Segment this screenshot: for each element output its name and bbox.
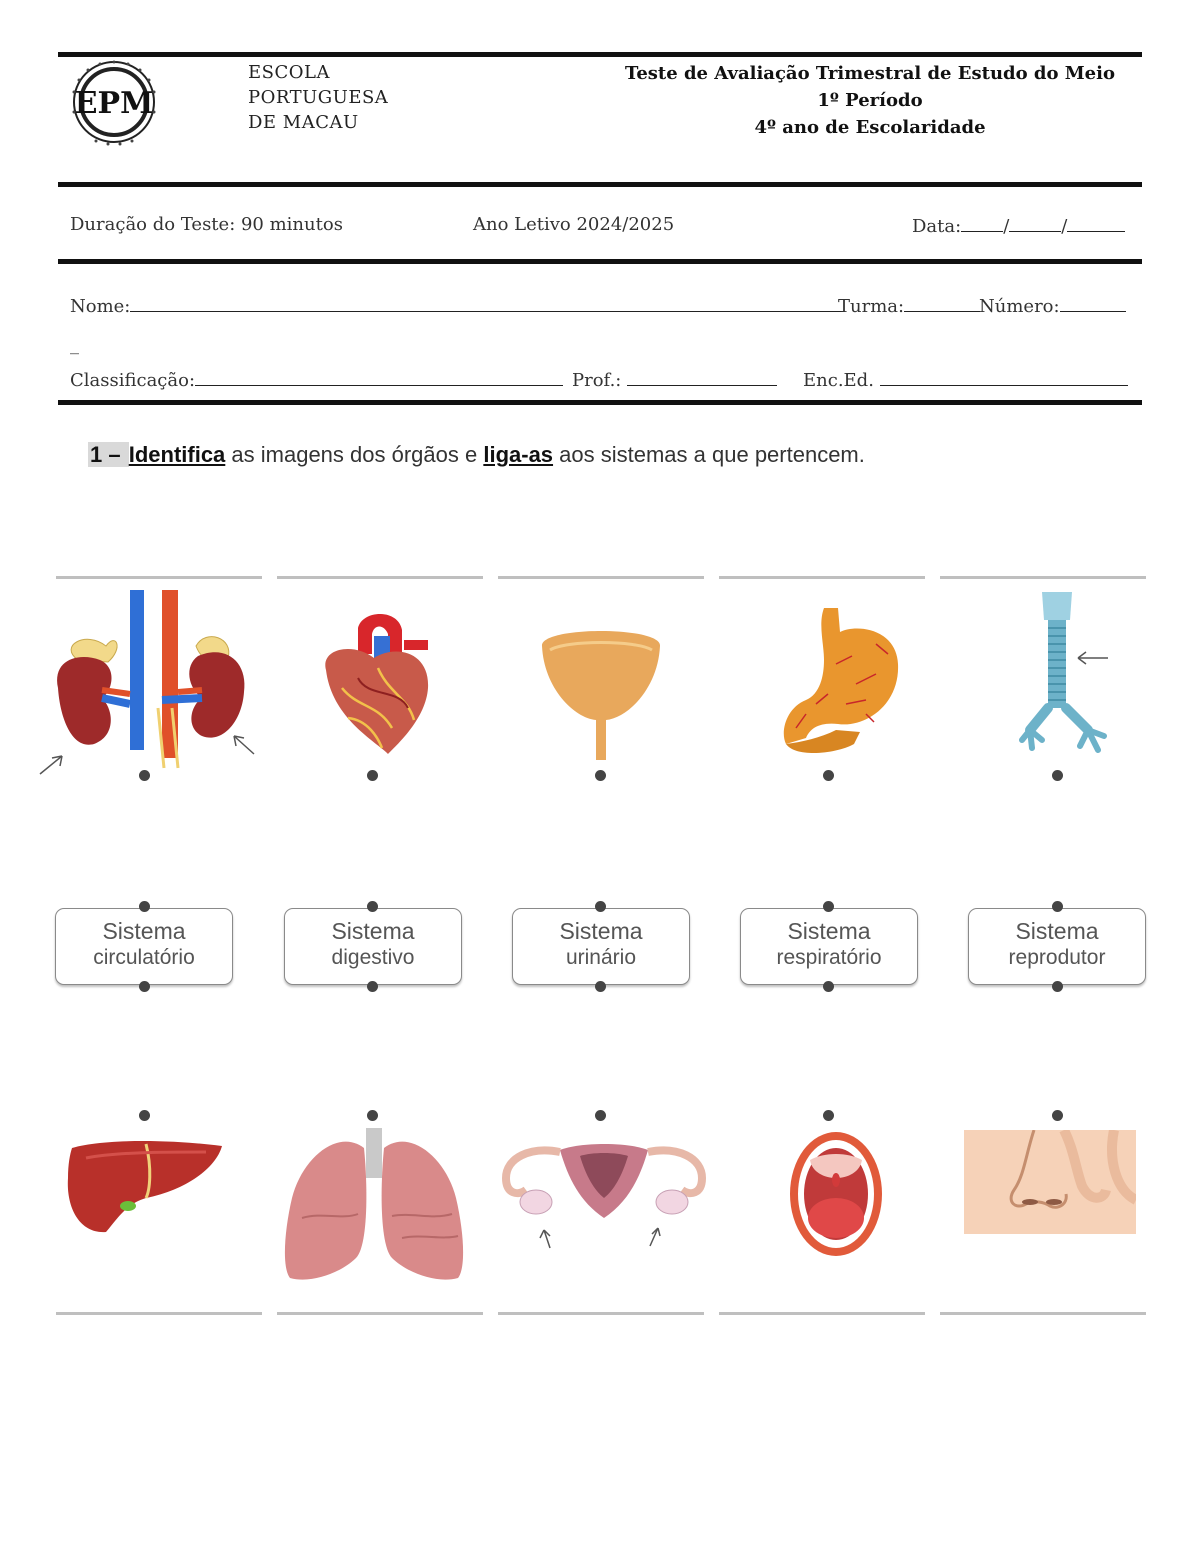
- system-dot-top-4[interactable]: [823, 901, 834, 912]
- answer-line-top-1[interactable]: [56, 576, 262, 579]
- answer-line-top-5[interactable]: [940, 576, 1146, 579]
- grade-label: Classificação:: [70, 370, 196, 391]
- guardian-label: Enc.Ed.: [803, 370, 874, 391]
- school-name-line-1: ESCOLA: [248, 62, 330, 83]
- system-box-reproductive: [968, 908, 1146, 985]
- kidneys-image: [38, 588, 258, 780]
- teacher-label: Prof.:: [572, 370, 622, 391]
- keyword-identifica: Identifica: [128, 442, 226, 467]
- date-label: Data:: [912, 216, 962, 237]
- answer-line-bottom-3[interactable]: [498, 1312, 704, 1315]
- test-grade: 4º ano de Escolaridade: [754, 117, 986, 138]
- info-divider-rule: [58, 259, 1142, 264]
- stomach-image: [776, 604, 904, 760]
- trachea-image: [1018, 590, 1110, 762]
- organ-dot-top-1[interactable]: [139, 770, 150, 781]
- answer-line-bottom-5[interactable]: [940, 1312, 1146, 1315]
- answer-line-bottom-2[interactable]: [277, 1312, 483, 1315]
- system-dot-bottom-5[interactable]: [1052, 981, 1063, 992]
- header-bottom-rule: [58, 182, 1142, 187]
- school-year-label: Ano Letivo 2024/2025: [473, 214, 675, 235]
- system-dot-top-2[interactable]: [367, 901, 378, 912]
- system-box-circulatory-line-2: circulatório: [93, 946, 195, 969]
- system-box-digestive: [284, 908, 462, 985]
- question-text-1: as imagens dos órgãos e: [225, 442, 484, 467]
- heart-image: [318, 608, 433, 758]
- answer-line-bottom-4[interactable]: [719, 1312, 925, 1315]
- class-field[interactable]: [838, 294, 980, 317]
- name-label: Nome:: [70, 296, 131, 317]
- system-dot-bottom-1[interactable]: [139, 981, 150, 992]
- answer-line-top-2[interactable]: [277, 576, 483, 579]
- organ-dot-top-4[interactable]: [823, 770, 834, 781]
- organ-dot-bottom-1[interactable]: [139, 1110, 150, 1121]
- answer-line-bottom-1[interactable]: [56, 1312, 262, 1315]
- question-1: [88, 442, 865, 468]
- organ-dot-top-2[interactable]: [367, 770, 378, 781]
- nose-image: [964, 1130, 1136, 1234]
- test-period: 1º Período: [817, 90, 923, 111]
- guardian-field[interactable]: [803, 368, 1128, 391]
- teacher-field[interactable]: [572, 368, 777, 391]
- organ-dot-bottom-3[interactable]: [595, 1110, 606, 1121]
- number-field[interactable]: [979, 294, 1126, 317]
- organ-dot-bottom-2[interactable]: [367, 1110, 378, 1121]
- svg-text:EPM: EPM: [74, 86, 154, 121]
- school-name: [248, 60, 388, 135]
- system-box-circulatory: [55, 908, 233, 985]
- name-field[interactable]: [70, 294, 844, 317]
- system-box-respiratory: [740, 908, 918, 985]
- number-label: Número:: [979, 296, 1060, 317]
- system-box-respiratory-line-1: Sistema: [787, 918, 871, 944]
- keyword-liga-as: liga-as: [483, 442, 554, 467]
- lungs-image: [282, 1128, 466, 1284]
- system-box-urinary-line-2: urinário: [565, 946, 637, 969]
- system-dot-top-1[interactable]: [139, 901, 150, 912]
- grade-field[interactable]: [70, 368, 563, 391]
- system-box-reproductive-line-1: Sistema: [1015, 918, 1099, 944]
- liver-image: [66, 1138, 226, 1238]
- question-number: 1 –: [90, 442, 127, 467]
- info-bottom-rule: [58, 400, 1142, 405]
- answer-line-top-3[interactable]: [498, 576, 704, 579]
- school-name-line-2: PORTUGUESA: [248, 87, 389, 108]
- system-box-digestive-line-1: Sistema: [331, 918, 415, 944]
- school-logo: [66, 58, 162, 148]
- system-box-urinary-line-1: Sistema: [559, 918, 643, 944]
- system-box-respiratory-line-2: respiratório: [776, 946, 882, 969]
- stray-underscore: _: [70, 334, 79, 355]
- system-box-reproductive-line-2: reprodutor: [1008, 946, 1106, 969]
- header-top-rule: [58, 52, 1142, 57]
- system-dot-bottom-3[interactable]: [595, 981, 606, 992]
- answer-line-top-4[interactable]: [719, 576, 925, 579]
- organ-dot-bottom-5[interactable]: [1052, 1110, 1063, 1121]
- test-title-line-1: Teste de Avaliação Trimestral de Estudo do Meio: [625, 63, 1115, 84]
- bladder-image: [536, 626, 666, 760]
- system-dot-bottom-2[interactable]: [367, 981, 378, 992]
- school-name-line-3: DE MACAU: [248, 112, 359, 133]
- system-box-circulatory-line-1: Sistema: [102, 918, 186, 944]
- system-box-urinary: [512, 908, 690, 985]
- system-dot-top-5[interactable]: [1052, 901, 1063, 912]
- class-label: Turma:: [838, 296, 905, 317]
- system-dot-top-3[interactable]: [595, 901, 606, 912]
- date-field[interactable]: Data: / /: [912, 214, 1125, 237]
- system-dot-bottom-4[interactable]: [823, 981, 834, 992]
- system-box-digestive-line-2: digestivo: [331, 946, 415, 969]
- test-title: [600, 60, 1140, 141]
- question-text-2: aos sistemas a que pertencem.: [553, 442, 865, 467]
- organ-dot-top-3[interactable]: [595, 770, 606, 781]
- organ-dot-top-5[interactable]: [1052, 770, 1063, 781]
- organ-dot-bottom-4[interactable]: [823, 1110, 834, 1121]
- uterus-image: [500, 1138, 708, 1250]
- duration-label: Duração do Teste: 90 minutos: [70, 214, 343, 235]
- mouth-image: [788, 1130, 884, 1258]
